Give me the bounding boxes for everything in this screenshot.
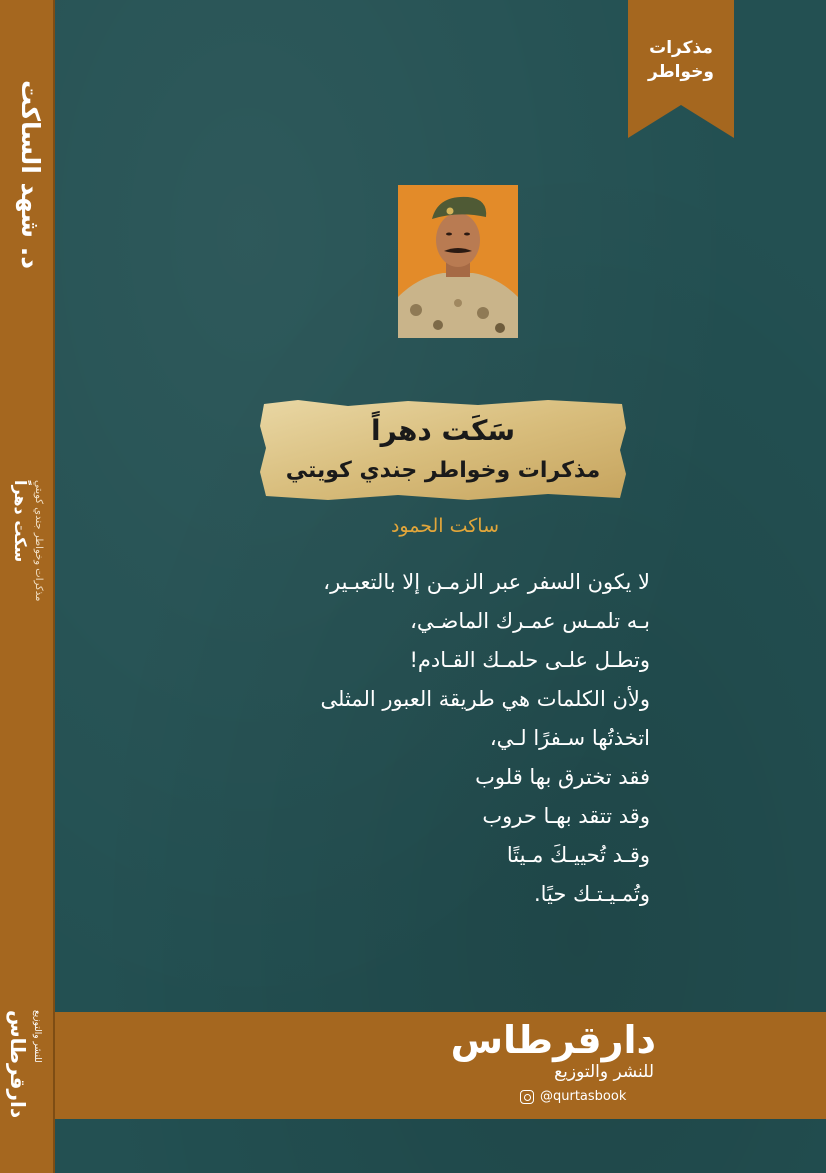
spine-publisher-logo: دارقرطاس <box>6 1010 30 1119</box>
poem-line: اتخذتُها سـفرًا لـي، <box>489 726 650 750</box>
poem-line: ولأن الكلمات هي طريقة العبور المثلى <box>320 687 650 711</box>
publisher-logo: دارقرطاس <box>450 1018 656 1062</box>
ribbon-line-2: وخواطر <box>648 62 714 82</box>
ribbon-line-1: مذكرات <box>649 38 713 58</box>
poem-line: وتُمـيـتـك حيًا. <box>533 882 650 906</box>
spine-publisher-tagline: للنشر والتوزيع <box>32 1010 42 1063</box>
book-title: سَكَت دهراً <box>370 414 515 447</box>
spine-divider <box>53 0 55 1173</box>
author-portrait <box>398 185 518 338</box>
publisher-social <box>520 1089 640 1104</box>
spine-author: د. شهد الساكت <box>16 80 45 270</box>
ribbon-label <box>628 36 734 84</box>
publisher-tagline: للنشر والتوزيع <box>554 1062 654 1082</box>
blurb-poem <box>240 563 650 914</box>
category-ribbon <box>628 0 734 138</box>
spine-title: سكت دهراً <box>11 480 30 563</box>
soldier-photo <box>398 185 518 338</box>
author-name: ساكت الحمود <box>390 515 500 537</box>
social-handle: @qurtasbook <box>540 1089 627 1104</box>
instagram-icon <box>520 1090 534 1104</box>
poem-line: وقد تتقد بهـا حروب <box>482 804 650 828</box>
book-subtitle: مذكرات وخواطر جندي كويتي <box>285 458 601 483</box>
poem-line: فقد تخترق بها قلوب <box>475 765 650 789</box>
poem-line: وتطـل علـى حلمـك القـادم! <box>409 648 650 672</box>
poem-line: بـه تلمـس عمـرك الماضـي، <box>410 609 650 633</box>
poem-line: لا يكون السفر عبر الزمـن إلا بالتعبـير، <box>323 570 650 594</box>
poem-line: وقـد تُحييـكَ مـيتًا <box>506 843 650 867</box>
spine-subtitle: مذكرات وخواطر جندي كويتي <box>33 480 44 602</box>
